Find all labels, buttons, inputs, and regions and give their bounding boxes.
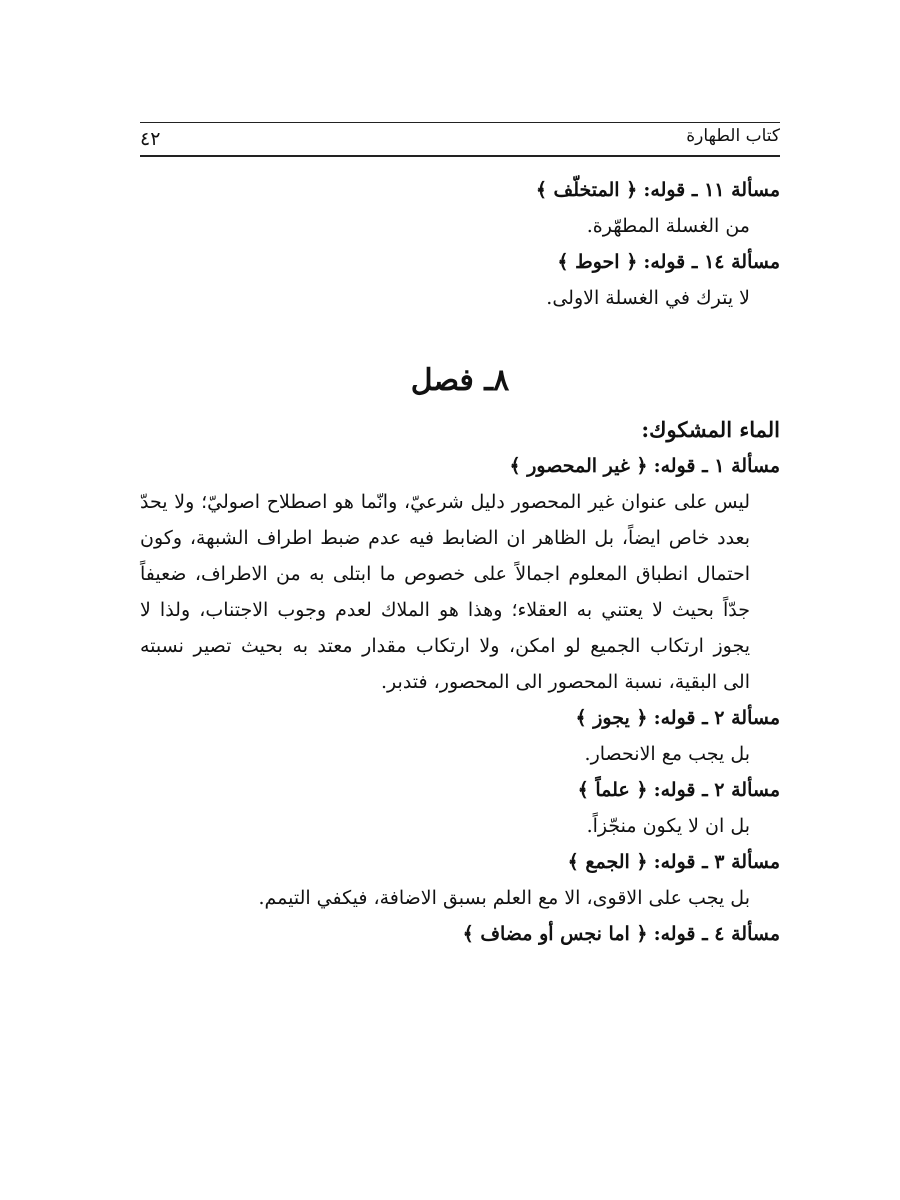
quoted-term: ﴿ الجمع ﴾ <box>567 851 648 873</box>
page-body <box>140 172 780 952</box>
running-title: كتاب الطهارة <box>686 126 780 146</box>
header-top-rule <box>140 122 780 123</box>
quoted-term: ﴿ يجوز ﴾ <box>575 707 648 729</box>
question-line <box>140 772 780 808</box>
quoted-term: ﴿ اما نجس أو مضاف ﴾ <box>462 923 648 945</box>
answer-line: بل ان لا يكون منجّزاً. <box>586 815 750 837</box>
quoted-term: ﴿ غير المحصور ﴾ <box>509 455 648 477</box>
answer-line: من الغسلة المطهّرة. <box>586 215 750 237</box>
answer-line: بل يجب مع الانحصار. <box>584 743 750 765</box>
question-label: مسألة ١ ـ قوله: <box>653 455 780 477</box>
answer-line: لا يترك في الغسلة الاولى. <box>546 287 750 309</box>
question-line <box>140 172 780 208</box>
question-line <box>140 844 780 880</box>
paragraph-line: الى البقية، نسبة المحصور الى المحصور، فتدبر. <box>381 671 750 693</box>
question-line <box>140 448 780 484</box>
header-bottom-rule <box>140 155 780 157</box>
question-line <box>140 700 780 736</box>
paragraph-line: احتمال انطباق المعلوم اجمالاً على خصوص ما ابتلى به من الاطراف، ضعيفاً <box>140 563 750 585</box>
question-label: مسألة ٢ ـ قوله: <box>653 779 780 801</box>
question-label: مسألة ١٤ ـ قوله: <box>643 251 780 273</box>
question-label: مسألة ١١ ـ قوله: <box>643 179 780 201</box>
paragraph-line: ليس على عنوان غير المحصور دليل شرعيّ، وانّما هو اصطلاح اصوليّ؛ ولا يحدّ <box>140 491 750 513</box>
question-label: مسألة ٣ ـ قوله: <box>653 851 780 873</box>
paragraph-line: يجوز ارتكاب الجميع لو امكن، ولا ارتكاب مقدار معتد به بحيث تصير نسبته <box>140 635 750 657</box>
question-line <box>140 916 780 952</box>
quoted-term: ﴿ علماً ﴾ <box>577 779 648 801</box>
subheading: الماء المشكوك: <box>641 417 780 442</box>
page-header <box>140 124 780 156</box>
page-number: ٤٢ <box>140 128 161 150</box>
quoted-term: ﴿ المتخلّف ﴾ <box>535 179 638 201</box>
question-label: مسألة ٤ ـ قوله: <box>653 923 780 945</box>
section-title: ٨ـ فصل <box>410 363 510 398</box>
paragraph-line: بعدد خاص ايضاً، بل الظاهر ان الضابط فيه عدم ضبط اطراف الشبهة، وكون <box>140 527 750 549</box>
question-label: مسألة ٢ ـ قوله: <box>653 707 780 729</box>
question-line <box>140 244 780 280</box>
quoted-term: ﴿ احوط ﴾ <box>557 251 638 273</box>
answer-line: بل يجب على الاقوى، الا مع العلم بسبق الاضافة، فيكفي التيمم. <box>258 887 750 909</box>
paragraph-line: جدّاً بحيث لا يعتني به العقلاء؛ وهذا هو الملاك لعدم وجوب الاجتناب، ولذا لا <box>140 599 750 621</box>
